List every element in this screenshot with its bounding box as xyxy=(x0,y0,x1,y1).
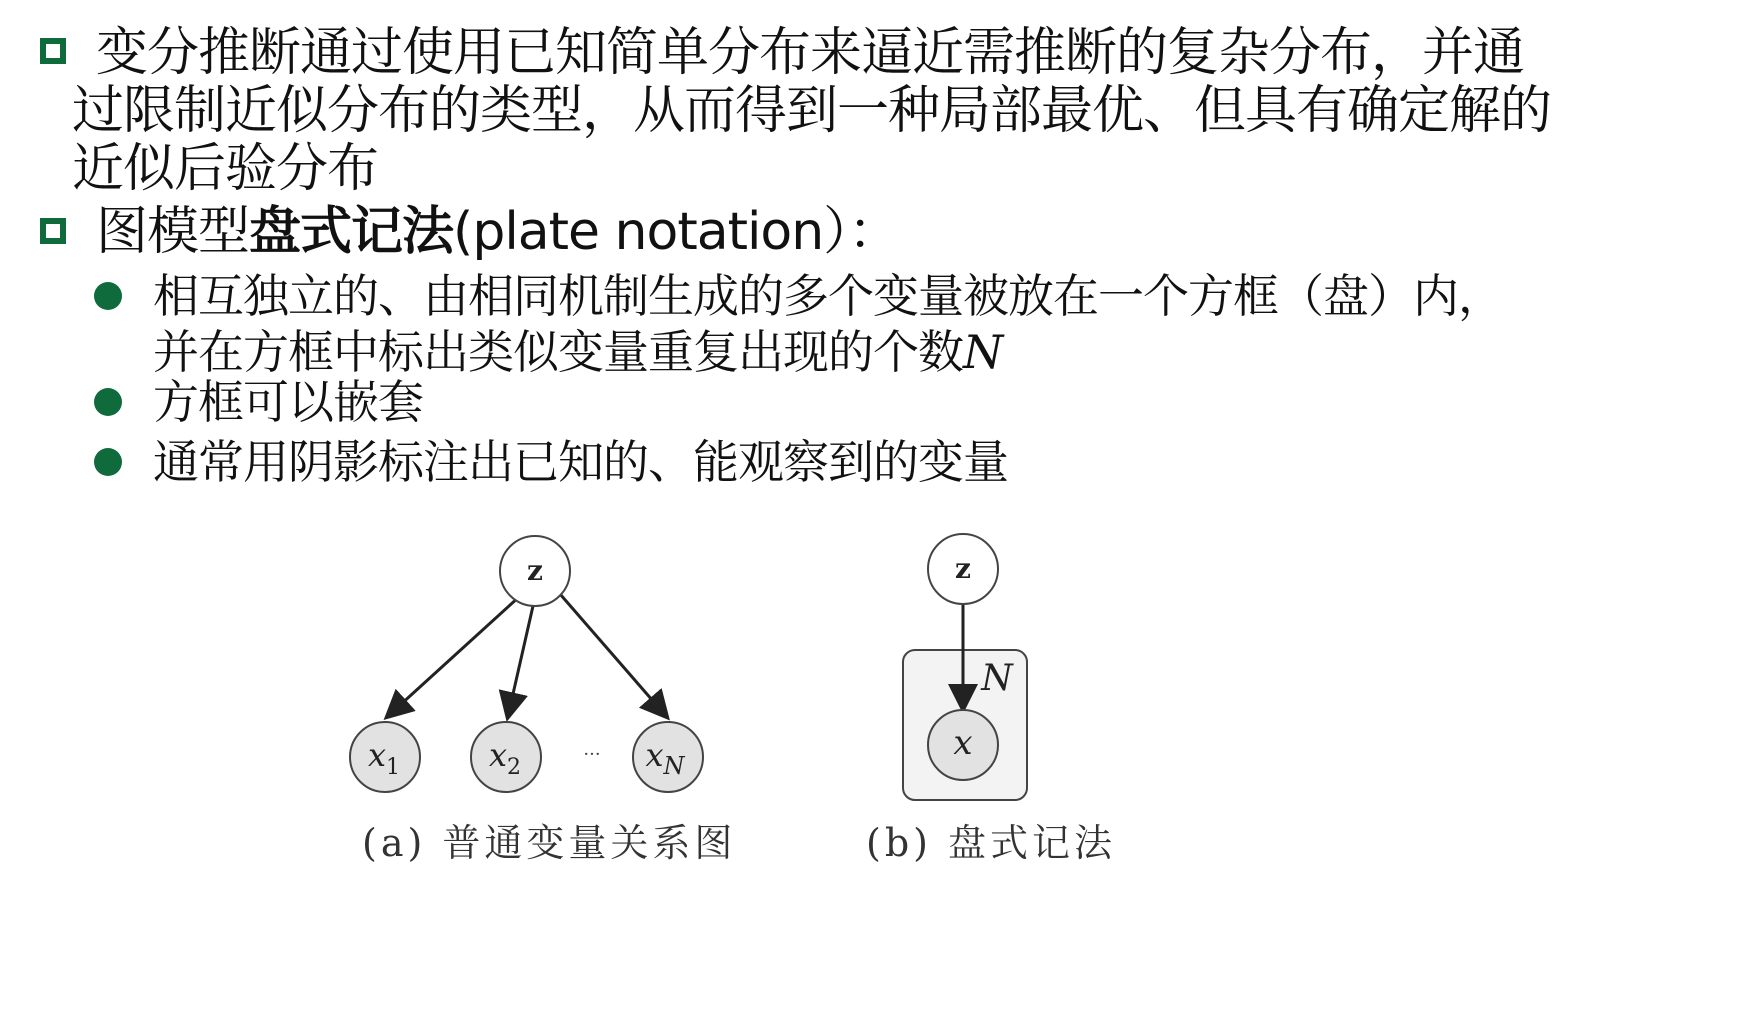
edge-z-x2 xyxy=(508,606,533,716)
sub-bullet-line-text: 并在方框中标出类似变量重复出现的个数 xyxy=(153,325,963,379)
sub-bullet-line: 相互独立的、由相同机制生成的多个变量被放在一个方框（盘）内， xyxy=(153,269,1503,323)
edge-z-x1 xyxy=(388,596,520,716)
figure-b-caption: (b) 盘式记法 xyxy=(866,821,1117,865)
figure-b-graph xyxy=(895,530,1045,810)
variable-n: N xyxy=(963,325,1003,379)
observed-node-x1 xyxy=(350,722,420,792)
node-subscript: N xyxy=(663,752,685,780)
observed-node-x xyxy=(928,710,998,780)
plate-label: N xyxy=(981,658,1013,699)
edge-z-xn xyxy=(560,594,666,716)
sub-bullet-shading: 通常用阴影标注出已知的、能观察到的变量 xyxy=(153,435,1008,489)
dot-bullet-icon xyxy=(94,448,122,476)
paragraph-line: 变分推断通过使用已知简单分布来逼近需推断的复杂分布，并通 xyxy=(96,23,1525,83)
sub-bullet-nesting: 方框可以嵌套 xyxy=(153,375,423,429)
node-label: z xyxy=(527,554,543,587)
figure-a-caption: (a) 普通变量关系图 xyxy=(362,821,737,865)
sub-bullet-line xyxy=(153,324,1503,380)
latent-node-z xyxy=(928,534,998,604)
ellipsis: ··· xyxy=(583,744,601,765)
node-label: x xyxy=(367,736,387,774)
sub-bullet-independent-vars xyxy=(153,268,1503,380)
node-label: x xyxy=(953,723,973,763)
paragraph-line: 过限制近似分布的类型，从而得到一种局部最优、但具有确定解的 xyxy=(72,81,1552,141)
observed-node-xn xyxy=(633,722,703,792)
square-bullet-icon xyxy=(40,218,66,244)
latent-node-z xyxy=(500,536,570,606)
figure-a-graph xyxy=(340,530,720,800)
heading-plate-notation xyxy=(96,203,899,261)
dot-bullet-icon xyxy=(94,282,122,310)
paragraph-variational-inference xyxy=(72,23,1552,199)
paragraph-line: 近似后验分布 xyxy=(72,139,379,199)
observed-node-x2 xyxy=(471,722,541,792)
heading-bold-term: 盘式记法 xyxy=(249,202,454,262)
dot-bullet-icon xyxy=(94,388,122,416)
heading-prefix: 图模型 xyxy=(96,202,250,262)
node-label: x xyxy=(488,736,508,774)
square-bullet-icon xyxy=(40,38,66,64)
node-subscript: 1 xyxy=(386,755,401,780)
heading-suffix: (plate notation）： xyxy=(453,202,900,262)
node-label: x xyxy=(645,736,664,774)
node-subscript: 2 xyxy=(507,755,522,780)
node-label: z xyxy=(955,552,971,585)
